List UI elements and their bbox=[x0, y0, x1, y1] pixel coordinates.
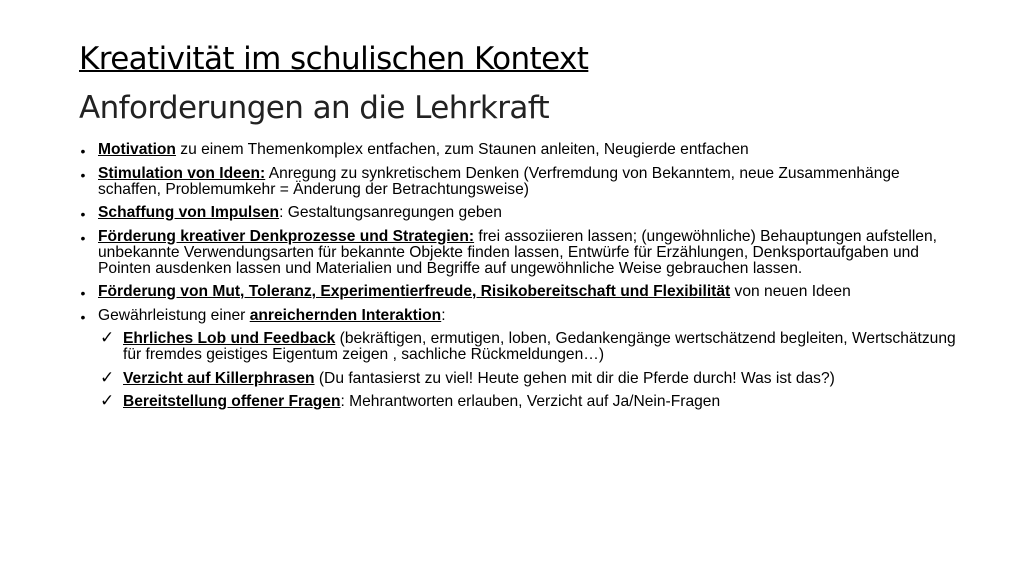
sub-list-item bbox=[76, 367, 956, 388]
list-item bbox=[76, 142, 956, 158]
item-keyword: anreichernden Interaktion bbox=[249, 306, 442, 324]
sub-list-item bbox=[76, 391, 956, 411]
bullet-icon: • bbox=[80, 206, 86, 222]
item-keyword: Motivation bbox=[98, 141, 176, 158]
item-text: Anregung zu synkretischem Denken (Verfremdung von Bekanntem, neue Zusammenhänge schaffen, Problemumkehr = Änderung der Betrachtungsweise) bbox=[98, 164, 900, 198]
bullet-icon: • bbox=[80, 229, 86, 246]
item-keyword: Schaffung von Impulsen bbox=[98, 204, 280, 221]
item-text: frei assoziieren lassen; (ungewöhnliche) Behauptungen aufstellen, unbekannte Verwendungsarten für bekannte Objekte finden lassen, Entwürfe für Erzählungen, Denksportaufgaben und Pointen ausdenken lassen und Materialien und Begriffe auf ungewöhnliche Weise gebrauchen lassen. bbox=[98, 227, 937, 277]
item-text: : bbox=[441, 306, 446, 324]
item-text: (bekräftigen, ermutigen, loben, Gedankengänge wertschätzend begleiten, Wertschätzung für fremdes geistiges Eigentum zeigen , sachliche Rückmeldungen…) bbox=[123, 330, 956, 363]
item-keyword: Förderung kreativer Denkprozesse und Strategien: bbox=[98, 227, 475, 245]
item-keyword: Förderung von Mut, Toleranz, Experimentierfreude, Risikobereitschaft und Flexibilität bbox=[98, 283, 731, 300]
list-item bbox=[76, 229, 956, 277]
item-text: (Du fantasierst zu viel! Heute gehen mit dir die Pferde durch! Was ist das?) bbox=[314, 369, 835, 387]
slide-subtitle: Anforderungen an die Lehrkraft bbox=[79, 90, 550, 126]
checkmark-icon: ✓ bbox=[100, 328, 115, 348]
list-item bbox=[76, 284, 956, 300]
bullet-icon: • bbox=[80, 285, 86, 301]
checkmark-icon: ✓ bbox=[100, 391, 115, 411]
list-item bbox=[76, 166, 956, 198]
item-text: zu einem Themenkomplex entfachen, zum Staunen anleiten, Neugierde entfachen bbox=[175, 141, 749, 158]
bullet-icon: • bbox=[80, 143, 86, 159]
item-text: : Mehrantworten erlauben, Verzicht auf Ja/Nein-Fragen bbox=[340, 393, 721, 410]
item-prefix: Gewährleistung einer bbox=[98, 306, 250, 324]
item-keyword: Stimulation von Ideen: bbox=[98, 164, 266, 182]
item-keyword: Verzicht auf Killerphrasen bbox=[123, 369, 315, 387]
list-item bbox=[76, 308, 956, 324]
item-text: : Gestaltungsanregungen geben bbox=[279, 204, 502, 221]
bullet-icon: • bbox=[80, 166, 86, 183]
slide-title: Kreativität im schulischen Kontext bbox=[79, 41, 589, 77]
sub-list-item bbox=[76, 328, 956, 363]
item-text: von neuen Ideen bbox=[730, 283, 851, 300]
item-keyword: Bereitstellung offener Fragen bbox=[123, 393, 341, 410]
bullet-icon: • bbox=[80, 308, 86, 325]
bullet-list bbox=[76, 142, 956, 418]
checkmark-icon: ✓ bbox=[100, 367, 115, 388]
item-keyword: Ehrliches Lob und Feedback bbox=[123, 330, 336, 347]
list-item bbox=[76, 205, 956, 221]
